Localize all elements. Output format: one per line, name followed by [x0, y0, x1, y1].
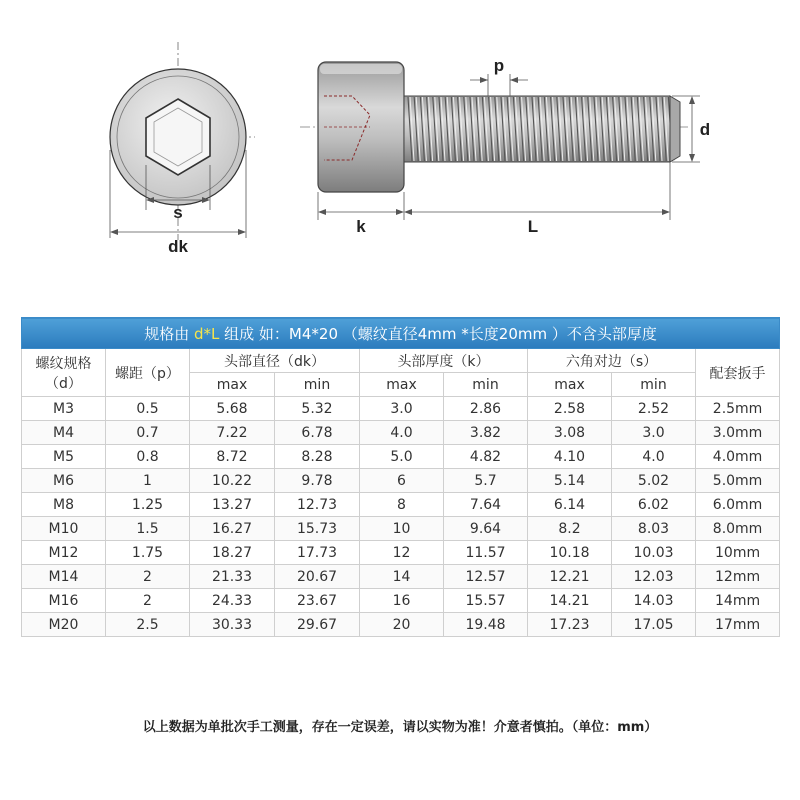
table-cell: 3.08 — [528, 421, 612, 445]
table-row — [22, 541, 780, 565]
header-wrench: 配套扳手 — [696, 349, 780, 397]
table-cell: 6.02 — [612, 493, 696, 517]
table-cell: 12.21 — [528, 565, 612, 589]
table-cell: 5.7 — [444, 469, 528, 493]
table-cell: 17.73 — [275, 541, 360, 565]
table-cell: 2.52 — [612, 397, 696, 421]
table-cell: 5.0 — [360, 445, 444, 469]
footnote: 以上数据为单批次手工测量，存在一定误差，请以实物为准！介意者慎拍。（单位：mm） — [142, 720, 658, 735]
table-cell: 12 — [360, 541, 444, 565]
dk-label: dk — [168, 237, 188, 256]
table-cell: 15.73 — [275, 517, 360, 541]
table-cell: 0.5 — [106, 397, 190, 421]
header-max: max — [528, 373, 612, 397]
table-cell: 12mm — [696, 565, 780, 589]
table-cell: 3.0 — [360, 397, 444, 421]
header-pitch: 螺距（p） — [106, 349, 190, 397]
table-cell: 8.28 — [275, 445, 360, 469]
table-cell: 16.27 — [190, 517, 275, 541]
table-cell: 2.5 — [106, 613, 190, 637]
table-cell: 2.58 — [528, 397, 612, 421]
table-cell: 10.18 — [528, 541, 612, 565]
header-min: min — [612, 373, 696, 397]
table-cell: 24.33 — [190, 589, 275, 613]
table-cell: 6 — [360, 469, 444, 493]
table-cell: 13.27 — [190, 493, 275, 517]
header-head-diameter: 头部直径（dk） — [190, 349, 360, 373]
table-cell: 4.10 — [528, 445, 612, 469]
table-cell: M16 — [22, 589, 106, 613]
table-cell: 20 — [360, 613, 444, 637]
table-cell: 15.57 — [444, 589, 528, 613]
table-cell: 0.8 — [106, 445, 190, 469]
table-cell: 10.03 — [612, 541, 696, 565]
table-cell: 5.0mm — [696, 469, 780, 493]
table-cell: 19.48 — [444, 613, 528, 637]
table-cell: 1.75 — [106, 541, 190, 565]
table-cell: 5.14 — [528, 469, 612, 493]
table-cell: 8.03 — [612, 517, 696, 541]
table-cell: M20 — [22, 613, 106, 637]
s-label: s — [173, 203, 183, 222]
table-cell: 6.14 — [528, 493, 612, 517]
table-row — [22, 421, 780, 445]
table-cell: 17.23 — [528, 613, 612, 637]
table-cell: 2 — [106, 589, 190, 613]
table-cell: 17.05 — [612, 613, 696, 637]
header-max: max — [360, 373, 444, 397]
table-cell: 10 — [360, 517, 444, 541]
table-cell: 11.57 — [444, 541, 528, 565]
table-cell: 4.0 — [612, 445, 696, 469]
table-cell: M8 — [22, 493, 106, 517]
table-cell: 0.7 — [106, 421, 190, 445]
spec-table — [21, 317, 780, 637]
table-cell: 5.02 — [612, 469, 696, 493]
table-cell: 8.2 — [528, 517, 612, 541]
header-min: min — [444, 373, 528, 397]
table-cell: 7.22 — [190, 421, 275, 445]
table-cell: 1 — [106, 469, 190, 493]
table-cell: 9.78 — [275, 469, 360, 493]
L-label: L — [527, 217, 539, 236]
table-cell: 8 — [360, 493, 444, 517]
table-cell: M6 — [22, 469, 106, 493]
table-cell: 18.27 — [190, 541, 275, 565]
table-cell: M12 — [22, 541, 106, 565]
table-cell: 14 — [360, 565, 444, 589]
table-cell: 14mm — [696, 589, 780, 613]
table-cell: 12.73 — [275, 493, 360, 517]
table-cell: 3.0mm — [696, 421, 780, 445]
table-cell: M5 — [22, 445, 106, 469]
table-cell: 4.0 — [360, 421, 444, 445]
table-cell: 4.82 — [444, 445, 528, 469]
table-cell: 10mm — [696, 541, 780, 565]
head-top-view — [110, 42, 255, 256]
table-cell: 6.0mm — [696, 493, 780, 517]
table-cell: 17mm — [696, 613, 780, 637]
header-hex-across: 六角对边（s） — [528, 349, 696, 373]
header-min: min — [275, 373, 360, 397]
d-label: d — [699, 120, 711, 139]
table-cell: 20.67 — [275, 565, 360, 589]
spec-banner: 规格由 d*L 组成 如：M4*20 （螺纹直径4mm *长度20mm ）不含头部厚度 — [22, 318, 780, 349]
table-cell: 16 — [360, 589, 444, 613]
table-row — [22, 589, 780, 613]
table-cell: M14 — [22, 565, 106, 589]
table-cell: 2.86 — [444, 397, 528, 421]
table-cell: 10.22 — [190, 469, 275, 493]
screw-side-view — [300, 56, 710, 236]
table-cell: 29.67 — [275, 613, 360, 637]
table-row — [22, 397, 780, 421]
table-cell: 30.33 — [190, 613, 275, 637]
screw-drawing — [0, 0, 800, 300]
table-cell: 2.5mm — [696, 397, 780, 421]
table-row — [22, 469, 780, 493]
table-cell: 12.03 — [612, 565, 696, 589]
table-cell: 5.68 — [190, 397, 275, 421]
table-row — [22, 493, 780, 517]
table-row — [22, 517, 780, 541]
table-row — [22, 445, 780, 469]
p-label: p — [493, 56, 505, 75]
table-cell: 3.0 — [612, 421, 696, 445]
table-cell: 14.21 — [528, 589, 612, 613]
table-cell: 12.57 — [444, 565, 528, 589]
table-cell: M4 — [22, 421, 106, 445]
table-cell: 8.0mm — [696, 517, 780, 541]
header-max: max — [190, 373, 275, 397]
table-cell: 14.03 — [612, 589, 696, 613]
table-cell: 3.82 — [444, 421, 528, 445]
table-cell: 2 — [106, 565, 190, 589]
header-head-thickness: 头部厚度（k） — [360, 349, 528, 373]
table-cell: 5.32 — [275, 397, 360, 421]
table-cell: M10 — [22, 517, 106, 541]
table-cell: 8.72 — [190, 445, 275, 469]
table-cell: M3 — [22, 397, 106, 421]
table-cell: 9.64 — [444, 517, 528, 541]
table-cell: 6.78 — [275, 421, 360, 445]
table-row — [22, 613, 780, 637]
header-thread: 螺纹规格（d） — [22, 349, 106, 397]
table-cell: 7.64 — [444, 493, 528, 517]
table-cell: 23.67 — [275, 589, 360, 613]
spec-format-highlight: d*L — [194, 324, 220, 343]
k-label: k — [356, 217, 366, 236]
table-cell: 1.5 — [106, 517, 190, 541]
table-cell: 1.25 — [106, 493, 190, 517]
table-cell: 21.33 — [190, 565, 275, 589]
table-row — [22, 565, 780, 589]
table-cell: 4.0mm — [696, 445, 780, 469]
